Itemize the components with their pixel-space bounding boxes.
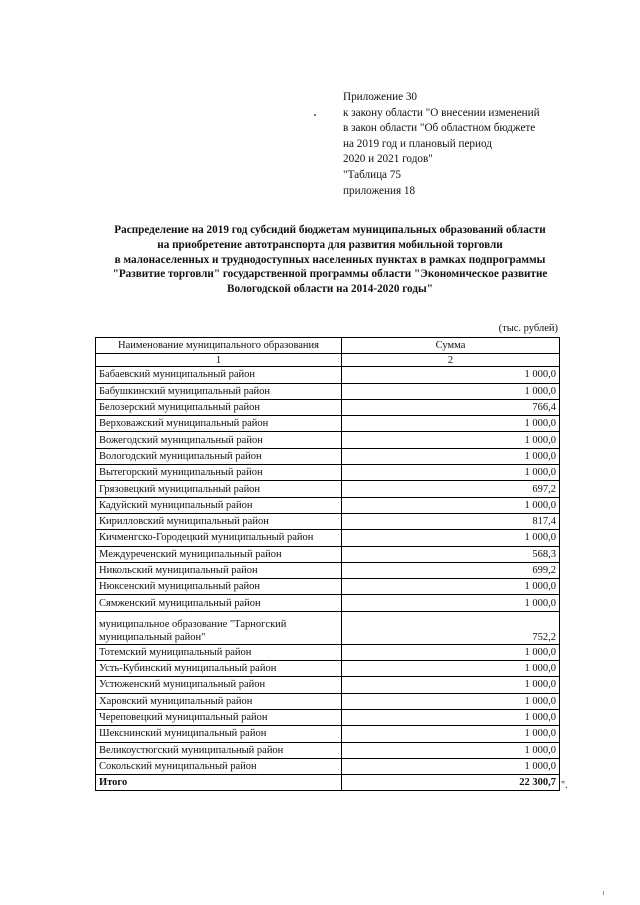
header-name: Наименование муниципального образования [96, 338, 342, 354]
table-row [96, 562, 560, 578]
table-row [96, 481, 560, 497]
row-sum: 1 000,0 [342, 677, 560, 693]
row-name: Кирилловский муниципальный район [96, 513, 342, 529]
row-name: Нюксенский муниципальный район [96, 579, 342, 595]
row-sum: 1 000,0 [342, 742, 560, 758]
row-name: Кичменгско-Городецкий муниципальный район [96, 530, 342, 546]
table-row [96, 432, 560, 448]
row-sum: 699,2 [342, 562, 560, 578]
table-row [96, 367, 560, 383]
row-sum: 1 000,0 [342, 579, 560, 595]
table-row [96, 465, 560, 481]
table-row [96, 383, 560, 399]
units-label: (тыс. рублей) [498, 323, 558, 334]
scan-speck [603, 891, 604, 895]
table-body [96, 367, 560, 775]
table-row [96, 726, 560, 742]
table-row [96, 644, 560, 660]
total-label: Итого [96, 775, 342, 791]
row-sum: 1 000,0 [342, 661, 560, 677]
row-name: Шекснинский муниципальный район [96, 726, 342, 742]
row-sum: 1 000,0 [342, 530, 560, 546]
row-name: Усть-Кубинский муниципальный район [96, 661, 342, 677]
column-index: 1 [96, 354, 342, 367]
row-name: Грязовецкий муниципальный район [96, 481, 342, 497]
subsidy-table [95, 337, 560, 791]
table-row [96, 758, 560, 774]
row-name: Череповецкий муниципальный район [96, 709, 342, 725]
table-row [96, 416, 560, 432]
row-name: Тотемский муниципальный район [96, 644, 342, 660]
row-name: Харовский муниципальный район [96, 693, 342, 709]
row-sum: 1 000,0 [342, 709, 560, 725]
row-sum: 1 000,0 [342, 726, 560, 742]
row-name: Верховажский муниципальный район [96, 416, 342, 432]
header-sum: Сумма [342, 338, 560, 354]
row-sum: 1 000,0 [342, 644, 560, 660]
total-sum: 22 300,7 [342, 775, 560, 791]
table-row [96, 530, 560, 546]
scan-speck [314, 114, 316, 116]
row-sum: 752,2 [342, 611, 560, 644]
table-row [96, 709, 560, 725]
row-name: Междуреченский муниципальный район [96, 546, 342, 562]
closing-quote: ". [561, 780, 568, 791]
table-row [96, 497, 560, 513]
table-header-row [96, 338, 560, 354]
row-sum: 568,3 [342, 546, 560, 562]
table-row [96, 677, 560, 693]
table-row [96, 611, 560, 644]
row-sum: 1 000,0 [342, 465, 560, 481]
row-name: Белозерский муниципальный район [96, 399, 342, 415]
table-row [96, 595, 560, 611]
row-sum: 1 000,0 [342, 497, 560, 513]
row-name: Сокольский муниципальный район [96, 758, 342, 774]
row-name: Вологодский муниципальный район [96, 448, 342, 464]
row-sum: 766,4 [342, 399, 560, 415]
table-row [96, 399, 560, 415]
row-sum: 1 000,0 [342, 448, 560, 464]
row-name: Бабушкинский муниципальный район [96, 383, 342, 399]
table-row [96, 693, 560, 709]
row-name: Устюженский муниципальный район [96, 677, 342, 693]
row-sum: 1 000,0 [342, 416, 560, 432]
row-sum: 1 000,0 [342, 432, 560, 448]
total-row [96, 775, 560, 791]
table-row [96, 661, 560, 677]
row-name: Вожегодский муниципальный район [96, 432, 342, 448]
row-name: Вытегорский муниципальный район [96, 465, 342, 481]
row-sum: 1 000,0 [342, 758, 560, 774]
row-name: Сямженский муниципальный район [96, 595, 342, 611]
row-name: муниципальное образование "Тарногский муниципальный район" [96, 611, 342, 644]
row-name: Бабаевский муниципальный район [96, 367, 342, 383]
row-sum: 1 000,0 [342, 367, 560, 383]
appendix-header: Приложение 30 к закону области "О внесении изменений в закон области "Об областном бюджете на 2019 год и плановый период 2020 и 2021 годов" "Таблица 75 приложения 18 [343, 91, 540, 197]
table-row [96, 448, 560, 464]
document-title: Распределение на 2019 год субсидий бюджетам муниципальных образований области на приобретение автотранспорта для развития мобильной торговли в малонаселенных и труднодоступных населенных пунктах в рамках подпрограммы "Развитие торговли" государственной программы области "Экономическое развитие Вологодской области на 2014-2020 годы" [112, 224, 548, 296]
row-sum: 1 000,0 [342, 595, 560, 611]
row-sum: 817,4 [342, 513, 560, 529]
row-sum: 697,2 [342, 481, 560, 497]
row-name: Великоустюгский муниципальный район [96, 742, 342, 758]
table-row [96, 742, 560, 758]
table-row [96, 579, 560, 595]
table-row [96, 513, 560, 529]
row-sum: 1 000,0 [342, 383, 560, 399]
row-name: Никольский муниципальный район [96, 562, 342, 578]
row-sum: 1 000,0 [342, 693, 560, 709]
column-index-row [96, 354, 560, 367]
column-index: 2 [342, 354, 560, 367]
table-row [96, 546, 560, 562]
row-name: Кадуйский муниципальный район [96, 497, 342, 513]
